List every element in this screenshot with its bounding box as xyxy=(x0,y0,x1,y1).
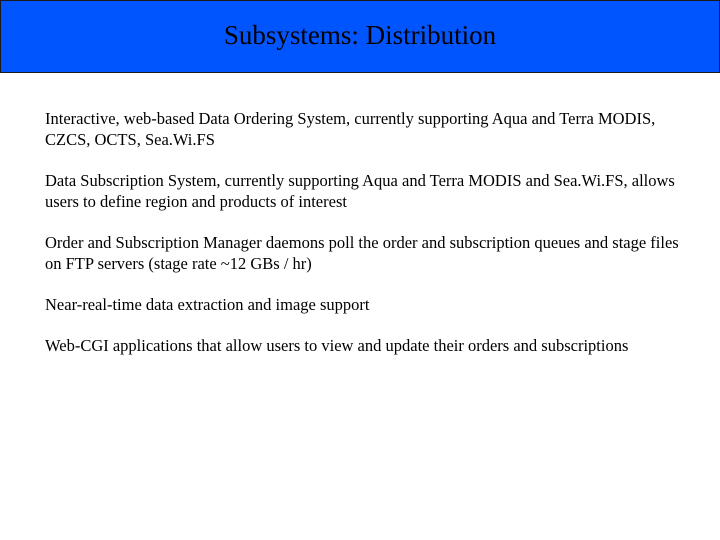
paragraph-data-subscription: Data Subscription System, currently supporting Aqua and Terra MODIS and Sea.Wi.FS, allows users to define region and products of interest xyxy=(45,171,675,211)
title-bar xyxy=(0,0,720,73)
slide-title: Subsystems: Distribution xyxy=(223,20,497,50)
paragraph-data-ordering: Interactive, web-based Data Ordering System, currently supporting Aqua and Terra MODIS, CZCS, OCTS, Sea.Wi.FS xyxy=(45,109,656,149)
paragraph-web-cgi: Web-CGI applications that allow users to view and update their orders and subscriptions xyxy=(45,336,629,355)
slide-body xyxy=(45,108,685,376)
paragraph-near-real-time: Near-real-time data extraction and image support xyxy=(45,295,370,314)
paragraph-order-manager: Order and Subscription Manager daemons poll the order and subscription queues and stage files on FTP servers (stage rate ~12 GBs / hr) xyxy=(45,233,679,273)
